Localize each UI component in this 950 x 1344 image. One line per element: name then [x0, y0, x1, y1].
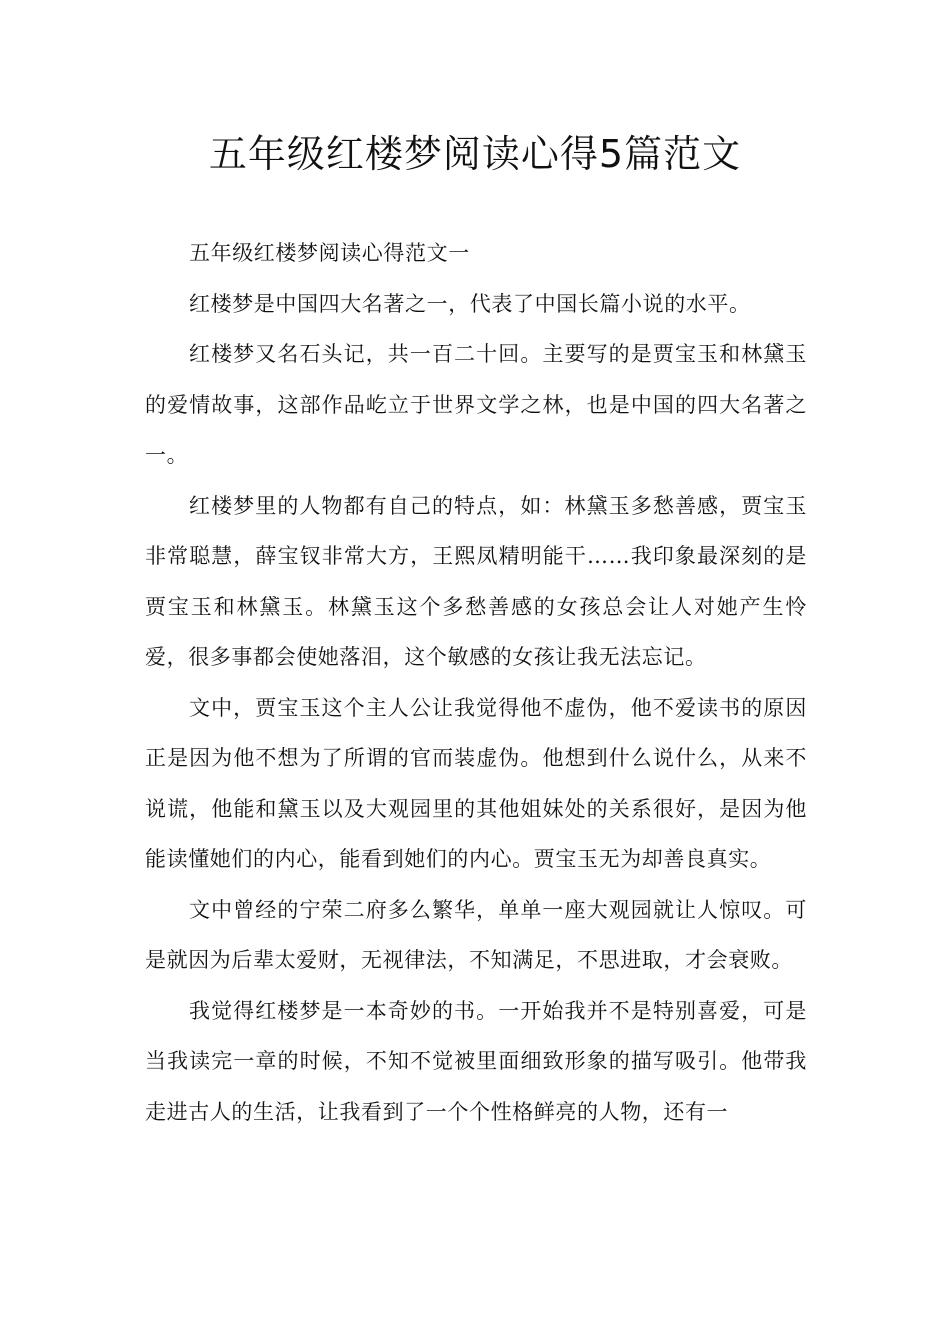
- section-heading: 五年级红楼梦阅读心得范文一: [189, 241, 470, 265]
- paragraph: 红楼梦里的人物都有自己的特点，如：林黛玉多愁善感，贾宝玉非常聪慧，薛宝钗非常大方，王熙凤精明能干……我印象最深刻的是贾宝玉和林黛玉。林黛玉这个多愁善感的女孩总会让人对她产生怜爱，很多事都会使她落泪，这个敏感的女孩让我无法忘记。: [145, 493, 807, 669]
- document-body: [145, 228, 807, 1137]
- paragraph: 文中，贾宝玉这个主人公让我觉得他不虚伪，他不爱读书的原因正是因为他不想为了所谓的官而装虚伪。他想到什么说什么，从来不说谎，他能和黛玉以及大观园里的其他姐妹处的关系很好，是因为他能读懂她们的内心，能看到她们的内心。贾宝玉无为却善良真实。: [145, 695, 807, 871]
- paragraph: 红楼梦是中国四大名著之一，代表了中国长篇小说的水平。: [189, 291, 751, 316]
- document-title: 五年级红楼梦阅读心得5篇范文: [208, 132, 742, 176]
- paragraph: 红楼梦又名石头记，共一百二十回。主要写的是贾宝玉和林黛玉的爱情故事，这部作品屹立于世界文学之林，也是中国的四大名著之一。: [145, 342, 807, 467]
- paragraph: 我觉得红楼梦是一本奇妙的书。一开始我并不是特别喜爱，可是当我读完一章的时候，不知不觉被里面细致形象的描写吸引。他带我走进古人的生活，让我看到了一个个性格鲜亮的人物，还有一: [145, 998, 807, 1124]
- paragraph: 文中曾经的宁荣二府多么繁华，单单一座大观园就让人惊叹。可是就因为后辈太爱财，无视律法，不知满足，不思进取，才会衰败。: [145, 897, 807, 972]
